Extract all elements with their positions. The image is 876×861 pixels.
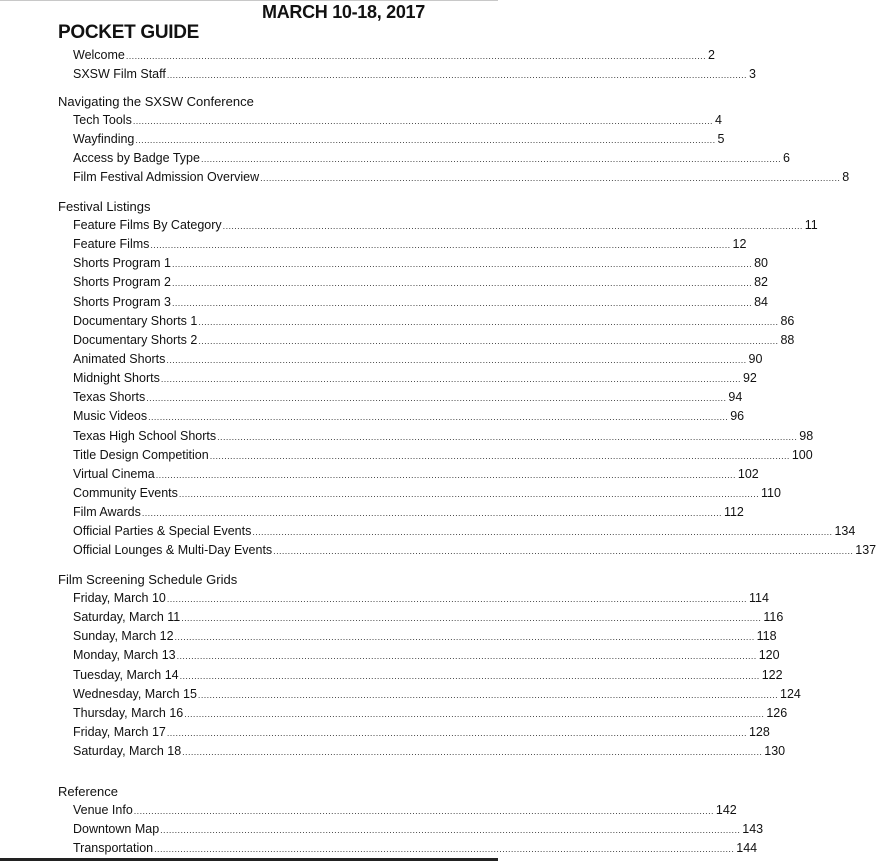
dot-leader: ........................................................................................................................................................................................................ — [148, 412, 729, 423]
toc-entry[interactable] — [58, 312, 795, 331]
entry-page-number: 112 — [723, 505, 744, 520]
dot-leader: ........................................................................................................................................................................................................ — [179, 670, 760, 681]
entry-label: Film Festival Admission Overview — [73, 170, 260, 185]
entry-page-number: 2 — [707, 48, 715, 62]
dot-leader: ........................................................................................................................................................................................................ — [132, 116, 713, 126]
entry-page-number: 6 — [783, 151, 790, 166]
entry-label: Sunday, March 12 — [73, 629, 174, 644]
entry-page-number: 98 — [799, 428, 814, 443]
entry-label: Tuesday, March 14 — [73, 667, 179, 682]
entry-page-number: 126 — [766, 705, 788, 720]
entry-page-number: 114 — [748, 591, 769, 605]
entry-page-number: 142 — [715, 803, 737, 817]
top-border — [0, 0, 498, 1]
entry-label: Saturday, March 18 — [73, 744, 182, 759]
entry-page-number: 96 — [730, 409, 745, 424]
page-title: POCKET GUIDE — [58, 22, 200, 43]
entry-label: Friday, March 10 — [73, 591, 166, 605]
entry-page-number: 90 — [748, 351, 763, 366]
entry-label: Downtown Map — [73, 822, 160, 837]
toc-entry[interactable] — [58, 666, 783, 685]
dot-leader: ........................................................................................................................................................................................................ — [200, 154, 782, 165]
entry-label: Title Design Competition — [73, 447, 209, 462]
entry-label: Access by Badge Type — [73, 151, 200, 166]
entry-label: Saturday, March 11 — [73, 610, 181, 625]
toc-entry[interactable] — [58, 46, 715, 65]
entry-page-number: 130 — [764, 744, 786, 759]
dot-leader: ........................................................................................................................................................................................................ — [198, 335, 779, 346]
section-title: Navigating the SXSW Conference — [58, 94, 254, 109]
section-title: Reference — [58, 784, 118, 799]
section-title: Festival Listings — [58, 199, 151, 214]
dot-leader: ........................................................................................................................................................................................................ — [171, 278, 753, 289]
entry-page-number: 124 — [780, 686, 801, 701]
dot-leader: ........................................................................................................................................................................................................ — [160, 374, 741, 385]
dot-leader: ........................................................................................................................................................................................................ — [182, 747, 763, 758]
entry-page-number: 102 — [737, 466, 759, 481]
entry-page-number: 84 — [754, 294, 768, 309]
dot-leader: ........................................................................................................................................................................................................ — [252, 527, 833, 538]
toc-entry[interactable] — [58, 65, 756, 84]
dot-leader: ........................................................................................................................................................................................................ — [154, 844, 735, 855]
toc-entry[interactable] — [58, 484, 781, 503]
entry-label: Friday, March 17 — [73, 724, 166, 739]
dot-leader: ........................................................................................................................................................................................................ — [166, 354, 747, 365]
dot-leader: ........................................................................................................................................................................................................ — [209, 450, 790, 461]
entry-page-number: 92 — [742, 371, 757, 386]
toc-entry[interactable] — [58, 293, 768, 312]
entry-page-number: 5 — [717, 132, 725, 147]
entry-page-number: 116 — [763, 610, 784, 625]
toc-entry[interactable] — [58, 522, 856, 541]
entry-page-number: 8 — [842, 170, 850, 185]
dot-leader: ........................................................................................................................................................................................................ — [141, 508, 722, 519]
toc-entry[interactable] — [58, 589, 769, 608]
dot-leader: ........................................................................................................................................................................................................ — [222, 221, 803, 231]
entry-label: Texas High School Shorts — [73, 428, 217, 443]
entry-page-number: 128 — [748, 724, 770, 739]
toc-entry[interactable] — [58, 388, 743, 407]
toc-entry[interactable] — [58, 331, 795, 350]
dot-leader: ........................................................................................................................................................................................................ — [217, 431, 798, 442]
toc-section — [58, 92, 850, 188]
dot-leader: ........................................................................................................................................................................................................ — [146, 393, 727, 404]
event-dates: MARCH 10-18, 2017 — [262, 2, 425, 22]
entry-label: Official Lounges & Multi-Day Events — [73, 543, 273, 558]
entry-page-number: 120 — [758, 648, 780, 663]
toc-entry[interactable] — [58, 427, 814, 446]
entry-page-number: 94 — [728, 390, 743, 405]
dot-leader: ........................................................................................................................................................................................................ — [273, 546, 854, 557]
entry-label: Welcome — [73, 48, 125, 62]
dot-leader: ........................................................................................................................................................................................................ — [166, 70, 747, 81]
toc-entry[interactable] — [58, 254, 768, 273]
dot-leader: ........................................................................................................................................................................................................ — [133, 806, 714, 816]
toc-entry[interactable] — [58, 465, 759, 484]
entry-label: Monday, March 13 — [73, 648, 176, 663]
entry-label: Transportation — [73, 841, 154, 856]
toc-entry[interactable] — [58, 646, 780, 665]
toc-section — [58, 782, 764, 858]
toc-entry[interactable] — [58, 541, 876, 560]
entry-page-number: 11 — [804, 218, 818, 232]
entry-page-number: 144 — [736, 841, 758, 856]
toc-entry[interactable] — [58, 820, 764, 839]
entry-label: Shorts Program 3 — [73, 294, 171, 309]
entry-label: Documentary Shorts 1 — [73, 313, 198, 328]
toc-entry[interactable] — [58, 801, 737, 820]
dot-leader: ........................................................................................................................................................................................................ — [171, 259, 753, 270]
entry-label: Shorts Program 1 — [73, 256, 171, 271]
entry-page-number: 118 — [756, 629, 777, 644]
entry-label: Virtual Cinema — [73, 466, 155, 481]
toc-entry[interactable] — [58, 273, 768, 292]
entry-label: Music Videos — [73, 409, 148, 424]
entry-label: Tech Tools — [73, 113, 132, 127]
toc-entry[interactable] — [58, 111, 722, 130]
dot-leader: ........................................................................................................................................................................................................ — [160, 825, 741, 836]
entry-page-number: 110 — [761, 485, 781, 500]
toc-entry[interactable] — [58, 742, 786, 761]
toc-entry[interactable] — [58, 685, 801, 704]
toc-section — [58, 197, 876, 561]
entry-page-number: 82 — [754, 275, 768, 290]
toc-entry[interactable] — [58, 350, 763, 369]
dot-leader: ........................................................................................................................................................................................................ — [176, 651, 757, 662]
entry-page-number: 100 — [791, 447, 813, 462]
entry-page-number: 88 — [780, 332, 795, 347]
toc-entry[interactable] — [58, 723, 770, 742]
toc-entry[interactable] — [58, 216, 818, 235]
dot-leader: ........................................................................................................................................................................................................ — [166, 594, 747, 604]
dot-leader: ........................................................................................................................................................................................................ — [166, 727, 747, 738]
dot-leader: ........................................................................................................................................................................................................ — [155, 469, 736, 480]
entry-page-number: 86 — [780, 313, 795, 328]
entry-label: Feature Films By Category — [73, 218, 222, 232]
entry-label: Film Awards — [73, 505, 141, 520]
toc-entry[interactable] — [58, 503, 744, 522]
section-title: Film Screening Schedule Grids — [58, 572, 238, 587]
entry-label: SXSW Film Staff — [73, 67, 166, 82]
toc-entry[interactable] — [58, 130, 725, 149]
entry-label: Thursday, March 16 — [73, 705, 184, 720]
entry-page-number: 143 — [742, 822, 764, 837]
dot-leader: ........................................................................................................................................................................................................ — [171, 297, 753, 308]
entry-label: Feature Films — [73, 237, 150, 252]
entry-label: Wayfinding — [73, 132, 135, 147]
entry-page-number: 122 — [761, 667, 783, 682]
entry-label: Community Events — [73, 485, 178, 500]
dot-leader: ........................................................................................................................................................................................................ — [197, 689, 779, 700]
toc-entry[interactable] — [58, 446, 813, 465]
toc-entry[interactable] — [58, 704, 788, 723]
entry-page-number: 3 — [748, 67, 756, 82]
entry-label: Documentary Shorts 2 — [73, 332, 198, 347]
dot-leader: ........................................................................................................................................................................................................ — [125, 51, 706, 61]
toc-entry[interactable] — [58, 407, 745, 426]
entry-label: Midnight Shorts — [73, 371, 160, 386]
entry-page-number: 137 — [855, 543, 876, 558]
entry-page-number: 4 — [714, 113, 722, 127]
entry-label: Venue Info — [73, 803, 133, 817]
entry-label: Animated Shorts — [73, 351, 166, 366]
dot-leader: ........................................................................................................................................................................................................ — [181, 613, 762, 624]
dot-leader: ........................................................................................................................................................................................................ — [178, 488, 760, 499]
entry-label: Official Parties & Special Events — [73, 524, 252, 539]
dot-leader: ........................................................................................................................................................................................................ — [184, 708, 765, 719]
dot-leader: ........................................................................................................................................................................................................ — [198, 316, 779, 327]
toc-entry[interactable] — [58, 839, 758, 858]
toc-entry[interactable] — [58, 235, 747, 254]
toc-section — [58, 570, 801, 761]
toc-entry[interactable] — [58, 168, 850, 187]
entry-label: Wednesday, March 15 — [73, 686, 197, 701]
toc-entry[interactable] — [58, 369, 757, 388]
entry-label: Shorts Program 2 — [73, 275, 171, 290]
toc-entry[interactable] — [58, 608, 784, 627]
toc-entry[interactable] — [58, 627, 777, 646]
entry-page-number: 134 — [834, 524, 856, 539]
dot-leader: ........................................................................................................................................................................................................ — [260, 173, 841, 184]
dot-leader: ........................................................................................................................................................................................................ — [150, 240, 731, 251]
toc-section — [58, 46, 756, 84]
dot-leader: ........................................................................................................................................................................................................ — [135, 135, 716, 146]
dot-leader: ........................................................................................................................................................................................................ — [174, 632, 755, 643]
entry-page-number: 80 — [754, 256, 768, 271]
entry-page-number: 12 — [732, 237, 747, 252]
toc-entry[interactable] — [58, 149, 790, 168]
entry-label: Texas Shorts — [73, 390, 146, 405]
